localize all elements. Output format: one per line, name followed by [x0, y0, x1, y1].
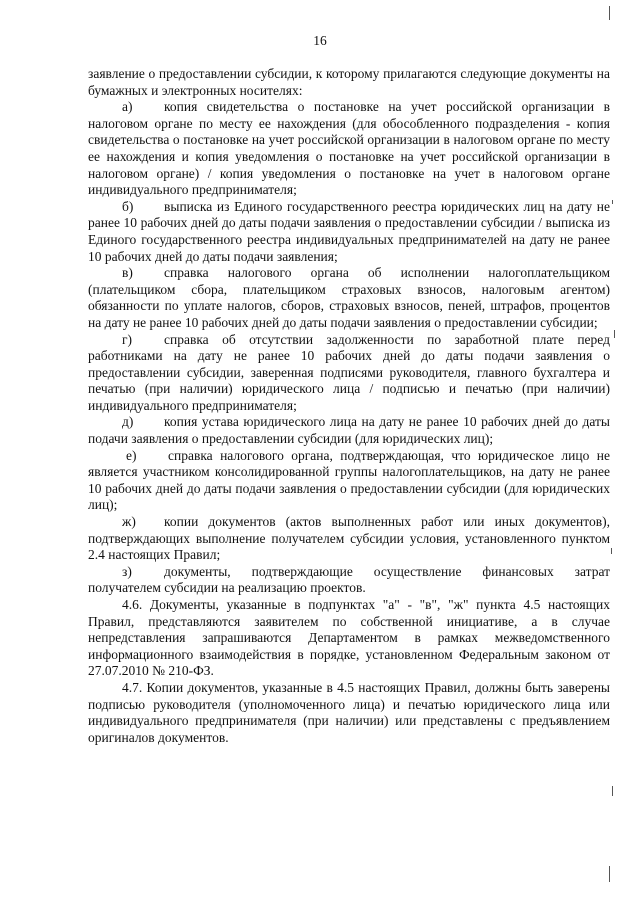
list-item-text: копия свидетельства о постановке на учет российской организации в налоговом органе по месту ее нахождения (для обособленного подразделения - копия свидетельства о постановке на учет российской организации в налоговом органе по месту ее нахождения и копия уведомления о постановке на учет российской организации в налоговом органе) / копия уведомления о постановке на учет в налоговом органе индивидуального предпринимателя;	[88, 99, 610, 198]
list-item-letter: з)	[122, 563, 132, 579]
scan-mark	[614, 330, 615, 338]
paragraph-4-7: 4.7. Копии документов, указанные в 4.5 настоящих Правил, должны быть заверены подписью руководителя (уполномоченного лица) и печатью юридического лица или индивидуального предпринимателя (при наличии) или представлены с предъявлением оригиналов документов.	[88, 679, 610, 745]
scan-mark	[612, 786, 613, 796]
list-item-text: выписка из Единого государственного реестра юридических лиц на дату не ранее 10 рабочих дней до даты подачи заявления о предоставлении субсидии / выписка из Единого государственного реестра индивидуальных предпринимателей на дату не ранее 10 рабочих дней до даты подачи заявления;	[88, 198, 610, 264]
list-item-a	[88, 99, 610, 199]
intro-paragraph: заявление о предоставлении субсидии, к которому прилагаются следующие документы на бумажных и электронных носителях:	[88, 66, 610, 98]
list-item-zh	[88, 514, 610, 564]
list-item-letter: д)	[122, 414, 134, 430]
list-item-text: копии документов (актов выполненных работ или иных документов), подтверждающих выполнение получателем субсидии условия, установленного пунктом 2.4 настоящих Правил;	[88, 514, 610, 563]
list-item-g	[88, 332, 610, 415]
list-item-letter: в)	[122, 265, 133, 281]
list-item-v	[88, 265, 610, 331]
list-item-text: справка налогового органа, подтверждающая, что юридическое лицо не является участником консолидированной группы налогоплательщиков, на дату не ранее 10 рабочих дней до даты подачи заявления о предоставлении субсидии (для юридических лиц);	[88, 447, 610, 513]
paragraph-4-6: 4.6. Документы, указанные в подпунктах "а" - "в", "ж" пункта 4.5 настоящих Правил, представляются заявителем по собственной инициативе, а в случае непредставления запрашиваются Департаментом в рамках межведомственного информационного взаимодействия в порядке, установленном Федеральным законом от 27.07.2010 № 210-ФЗ.	[88, 597, 610, 679]
scan-mark	[609, 866, 610, 882]
scan-mark	[609, 6, 610, 20]
list-item-text: документы, подтверждающие осуществление финансовых затрат получателем субсидии на реализацию проектов.	[88, 563, 610, 596]
list-item-letter: ж)	[122, 514, 136, 530]
list-item-text: справка налогового органа об исполнении налогоплательщиком (плательщиком сбора, плательщиком страховых взносов, налоговым агентом) обязанности по уплате налогов, сборов, страховых взносов, пеней, штрафов, процентов на дату не ранее 10 рабочих дней до даты подачи заявления о предоставлении субсидии;	[88, 265, 610, 330]
list-item-z	[88, 564, 610, 597]
list-item-text: справка об отсутствии задолженности по заработной плате перед работниками на дату не ранее 10 рабочих дней до даты подачи заявления о предоставлении субсидии, заверенная подписями руководителя, главного бухгалтера и печатью (при наличии) юридического лица / подписью и печатью (при наличии) индивидуального предпринимателя;	[88, 331, 610, 413]
list-item-d	[88, 414, 610, 447]
list-item-letter: а)	[122, 99, 133, 115]
list-item-text: копия устава юридического лица на дату не ранее 10 рабочих дней до даты подачи заявления о предоставлении субсидии (для юридических лиц);	[88, 414, 610, 447]
list-item-letter: г)	[122, 331, 133, 347]
page-number: 16	[313, 33, 327, 48]
list-item-e	[88, 448, 610, 514]
list-item-letter: б)	[122, 198, 134, 214]
scan-mark	[611, 548, 612, 554]
scan-mark	[612, 200, 613, 204]
list-item-b	[88, 199, 610, 265]
document-body	[88, 66, 610, 746]
list-item-letter: е)	[126, 447, 137, 463]
